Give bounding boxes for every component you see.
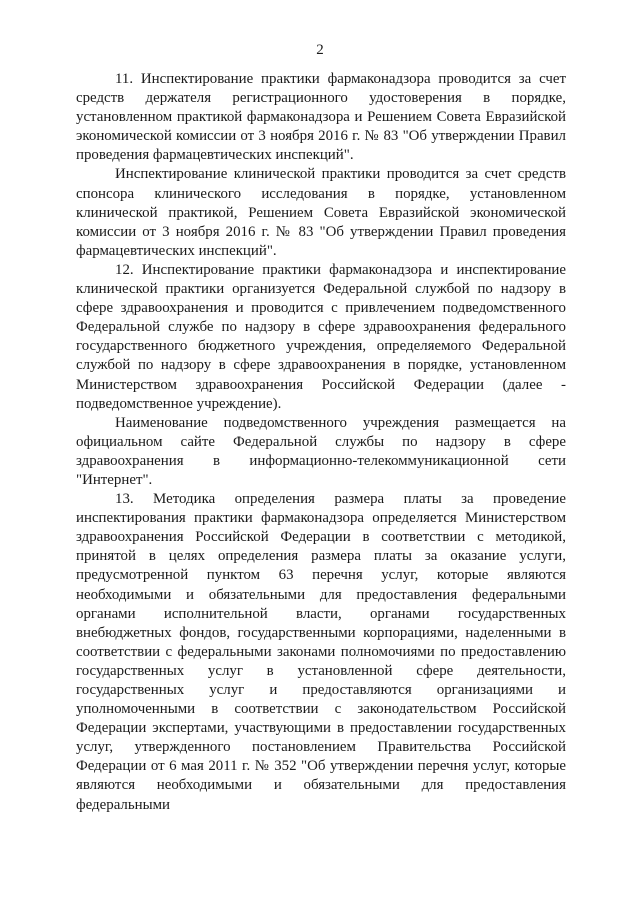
paragraph-11: 11. Инспектирование практики фармаконадзора проводится за счет средств держателя регистрационного удостоверения в порядке, установленном практикой фармаконадзора и Решением Совета Евразийской экономической комиссии от 3 ноября 2016 г. № 83 "Об утверждении Правил проведения фармацевтических инспекций".	[76, 71, 566, 164]
paragraph-12: 12. Инспектирование практики фармаконадзора и инспектирование клинической практики организуется Федеральной службой по надзору в сфере здравоохранения и проводится с привлечением подведомственного Федеральной службе по надзору в сфере здравоохранения федерального государственного бюджетного учреждения, определяемого Федеральной службой по надзору в сфере здравоохранения в порядке, установленном Министерством здравоохранения Российской Федерации (далее - подведомственное учреждение).	[76, 261, 566, 412]
paragraph-13: 13. Методика определения размера платы за проведение инспектирования практики фармаконадзора определяется Министерством здравоохранения Российской Федерации в соответствии с методикой, принятой в целях определения размера платы за оказание услуги, предусмотренной пунктом 63 перечня услуг, которые являются необходимыми и обязательными для предоставления федеральными органами исполнительной власти, органами государственных внебюджетных фондов, государственными корпорациями, наделенными в соответствии с федеральными законами полномочиями по предоставлению государственных услуг в установленной сфере деятельности, государственных услуг и предоставляются организациями и уполномоченными в соответствии с законодательством Российской Федерации экспертами, участвующими в предоставлении государственных услуг, утвержденного постановлением Правительства Российской Федерации от 6 мая 2011 г. № 352 "Об утверждении перечня услуг, которые являются необходимыми и обязательными для предоставления федеральными	[76, 491, 566, 813]
page-number: 2	[316, 42, 324, 58]
paragraph-subordinate-institution: Наименование подведомственного учреждения размещается на официальном сайте Федеральной службы по надзору в сфере здравоохранения в информационно-телекоммуникационной сети "Интернет".	[76, 414, 566, 488]
paragraph-clinical-practice: Инспектирование клинической практики проводится за счет средств спонсора клинического исследования в порядке, установленном клинической практикой, Решением Совета Евразийской экономической комиссии от 3 ноября 2016 г. № 83 "Об утверждении Правил проведения фармацевтических инспекций".	[76, 166, 566, 259]
document-body	[76, 70, 566, 815]
